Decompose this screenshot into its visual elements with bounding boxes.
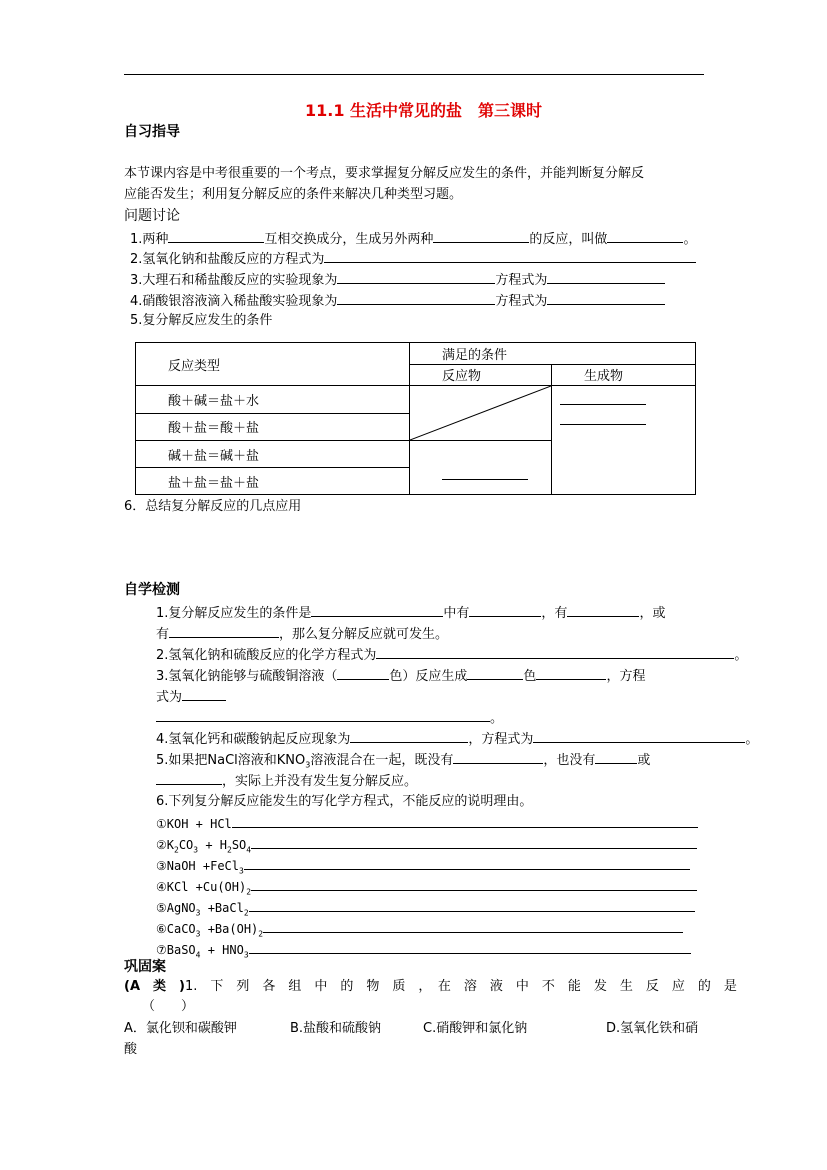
blank[interactable] xyxy=(311,603,443,617)
selfcheck-q5: 5.如果把NaCl溶液和$KNO_3$溶液混合在一起，既没有 ，也没有 或 xyxy=(156,750,650,775)
blank[interactable] xyxy=(251,877,697,891)
blank[interactable] xyxy=(536,666,606,680)
blank[interactable] xyxy=(169,624,279,638)
equation-4: ④KCl $+Cu(OH)_2$ xyxy=(156,877,697,901)
selfcheck-q6: 6.下列复分解反应能发生的写化学方程式，不能反应的说明理由。 xyxy=(156,794,533,809)
equation-1: ①KOH + HCl xyxy=(156,814,698,833)
reactant-diagonal-cell xyxy=(410,386,552,441)
option-b: B.盐酸和硫酸钠 xyxy=(290,1021,382,1036)
blank[interactable] xyxy=(249,940,691,954)
blank[interactable] xyxy=(442,479,528,480)
row-acid-salt: 酸＋盐＝酸＋盐 xyxy=(136,413,410,441)
selfcheck-q3: 3.氢氧化钠能够与硫酸铜溶液（ 色）反应生成 色 ，方程 xyxy=(156,666,645,686)
guide-line-2: 应能否发生；利用复分解反应的条件来解决几种类型习题。 xyxy=(124,187,463,202)
blank[interactable] xyxy=(547,291,665,305)
blank[interactable] xyxy=(337,291,495,305)
equation-3: ③NaOH +FeCl$_3$ xyxy=(156,856,690,880)
header-condition: 满足的条件 xyxy=(410,343,696,365)
blank[interactable] xyxy=(251,835,697,849)
selfcheck-heading: 自学检测 xyxy=(124,582,180,598)
header-type: 反应类型 xyxy=(136,343,410,386)
header-reactant: 反应物 xyxy=(410,364,552,386)
header-product: 生成物 xyxy=(552,364,696,386)
equation-2: $②K_2CO_3 + H_2SO_4$ xyxy=(156,835,697,859)
blank[interactable] xyxy=(560,424,646,425)
blank[interactable] xyxy=(337,270,495,284)
selfcheck-q2: 2.氢氧化钠和硫酸反应的化学方程式为 。 xyxy=(156,645,747,665)
option-d: D.氢氧化铁和硝 xyxy=(606,1021,699,1036)
blank[interactable] xyxy=(244,856,690,870)
blank[interactable] xyxy=(376,645,734,659)
answer-paren: （ ） xyxy=(142,999,195,1014)
option-c: C.硝酸钾和氯化钠 xyxy=(423,1021,528,1036)
selfcheck-q1-cont: 有 ，那么复分解反应就可发生。 xyxy=(156,624,448,644)
selfcheck-q3-cont: 式为 xyxy=(156,687,226,707)
header-rule xyxy=(124,74,704,75)
discussion-q1: 1.两种 互相交换成分，生成另外两种 的反应，叫做 。 xyxy=(130,229,696,249)
option-a: A．氯化钡和碳酸钾 xyxy=(124,1021,237,1036)
blank[interactable] xyxy=(156,708,490,722)
row-salt-salt: 盐＋盐＝盐＋盐 xyxy=(136,468,410,495)
blank[interactable] xyxy=(168,229,264,243)
consolidate-heading: 巩固案 xyxy=(124,959,166,975)
blank[interactable] xyxy=(560,404,646,405)
equation-7: ⑦BaSO$_4$ + $HNO_3$ xyxy=(156,940,691,964)
blank[interactable] xyxy=(533,729,745,743)
blank[interactable] xyxy=(350,729,468,743)
guide-line-1: 本节课内容是中考很重要的一个考点，要求掌握复分解反应发生的条件，并能判断复分解反 xyxy=(124,166,645,181)
blank[interactable] xyxy=(182,687,226,701)
discussion-q4: 4.硝酸银溶液滴入稀盐酸实验现象为 方程式为 xyxy=(130,291,665,311)
equation-5: ⑤AgNO$_3$ +BaCl$_2$ xyxy=(156,898,695,922)
reactant-blank-cell xyxy=(410,441,552,495)
equation-6: ⑥CaCO$_3$ $+Ba(OH)_2$ xyxy=(156,919,683,943)
discussion-q5: 5.复分解反应发生的条件 xyxy=(130,313,273,328)
option-d-cont: 酸 xyxy=(124,1042,138,1057)
blank[interactable] xyxy=(467,666,523,680)
selfcheck-q4: 4.氢氧化钙和碳酸钠起反应现象为 ，方程式为 。 xyxy=(156,729,758,749)
selfcheck-q3-cont2: 。 xyxy=(156,708,503,728)
blank[interactable] xyxy=(433,229,529,243)
discussion-q3: 3.大理石和稀盐酸反应的实验现象为 方程式为 xyxy=(130,270,665,290)
blank[interactable] xyxy=(547,270,665,284)
diagonal-line xyxy=(410,386,551,440)
consolidate-question: (A 类 )1. 下 列 各 组 中 的 物 质 ， 在 溶 液 中 不 能 发 生 反 应 的 是 xyxy=(124,979,737,994)
discussion-heading: 问题讨论 xyxy=(124,208,180,224)
blank[interactable] xyxy=(453,750,543,764)
blank[interactable] xyxy=(607,229,683,243)
blank[interactable] xyxy=(263,919,683,933)
selfcheck-q1: 1.复分解反应发生的条件是 中有 ，有 ，或 xyxy=(156,603,665,623)
blank[interactable] xyxy=(232,814,698,828)
conditions-table xyxy=(135,342,696,495)
page-title: 11.1 生活中常见的盐 第三课时 xyxy=(305,101,543,120)
blank[interactable] xyxy=(249,898,695,912)
blank[interactable] xyxy=(337,666,389,680)
blank[interactable] xyxy=(324,249,696,263)
blank[interactable] xyxy=(595,750,637,764)
selfcheck-q5-cont: ，实际上并没有发生复分解反应。 xyxy=(156,771,417,791)
blank[interactable] xyxy=(469,603,541,617)
guide-heading: 自习指导 xyxy=(124,124,180,140)
row-base-salt: 碱＋盐＝碱＋盐 xyxy=(136,441,410,468)
product-cell xyxy=(552,386,696,495)
blank[interactable] xyxy=(156,771,222,785)
row-acid-base: 酸＋碱＝盐＋水 xyxy=(136,386,410,414)
blank[interactable] xyxy=(567,603,639,617)
discussion-q2: 2.氢氧化钠和盐酸反应的方程式为 xyxy=(130,249,696,269)
discussion-q6: 6．总结复分解反应的几点应用 xyxy=(124,499,302,514)
